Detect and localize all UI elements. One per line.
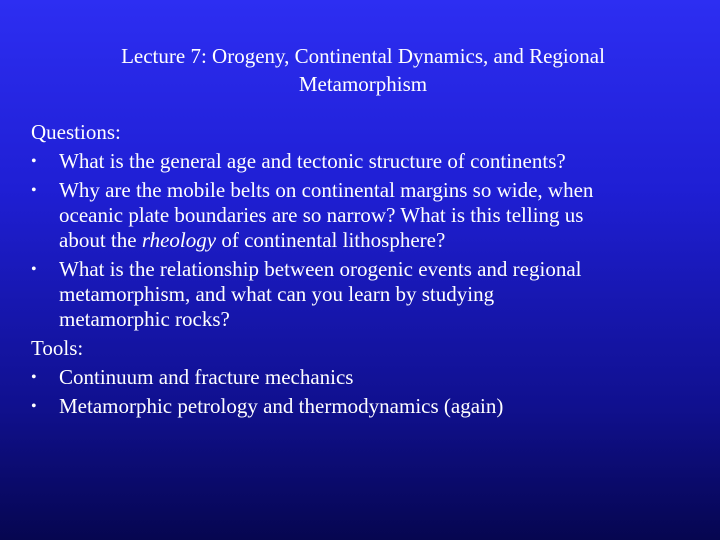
rheology-term: rheology xyxy=(141,228,217,252)
question-item-2 xyxy=(31,178,691,253)
title-line-2: Metamorphism xyxy=(298,72,428,96)
bullet-icon: • xyxy=(31,182,37,199)
tools-list xyxy=(31,365,691,419)
tool-item-2 xyxy=(31,394,691,419)
slide-title xyxy=(40,42,686,98)
question-2-line-3-before: about the xyxy=(59,228,142,252)
question-3-line-3: metamorphic rocks? xyxy=(59,307,230,331)
questions-list xyxy=(31,149,691,332)
question-2-line-3-after: of continental lithosphere? xyxy=(216,228,446,252)
title-line-1: Lecture 7: Orogeny, Continental Dynamics, and Regional xyxy=(121,44,605,68)
question-item-1 xyxy=(31,149,691,174)
questions-heading: Questions: xyxy=(31,120,121,144)
bullet-icon: • xyxy=(31,398,37,415)
bullet-icon: • xyxy=(31,261,37,278)
bullet-icon: • xyxy=(31,153,37,170)
tools-heading: Tools: xyxy=(31,336,84,360)
tool-2-text: Metamorphic petrology and thermodynamics (again) xyxy=(59,394,504,418)
question-1-text: What is the general age and tectonic structure of continents? xyxy=(59,149,566,173)
question-3-line-2: metamorphism, and what can you learn by studying xyxy=(59,282,495,306)
question-item-3 xyxy=(31,257,691,332)
tool-item-1 xyxy=(31,365,691,390)
question-2-line-3 xyxy=(59,228,691,253)
question-2-line-1: Why are the mobile belts on continental margins so wide, when xyxy=(59,178,594,202)
question-2-line-2: oceanic plate boundaries are so narrow? What is this telling us xyxy=(59,203,584,227)
tool-1-text: Continuum and fracture mechanics xyxy=(59,365,354,389)
question-3-line-1: What is the relationship between orogenic events and regional xyxy=(59,257,582,281)
slide-body xyxy=(31,120,691,423)
bullet-icon: • xyxy=(31,369,37,386)
